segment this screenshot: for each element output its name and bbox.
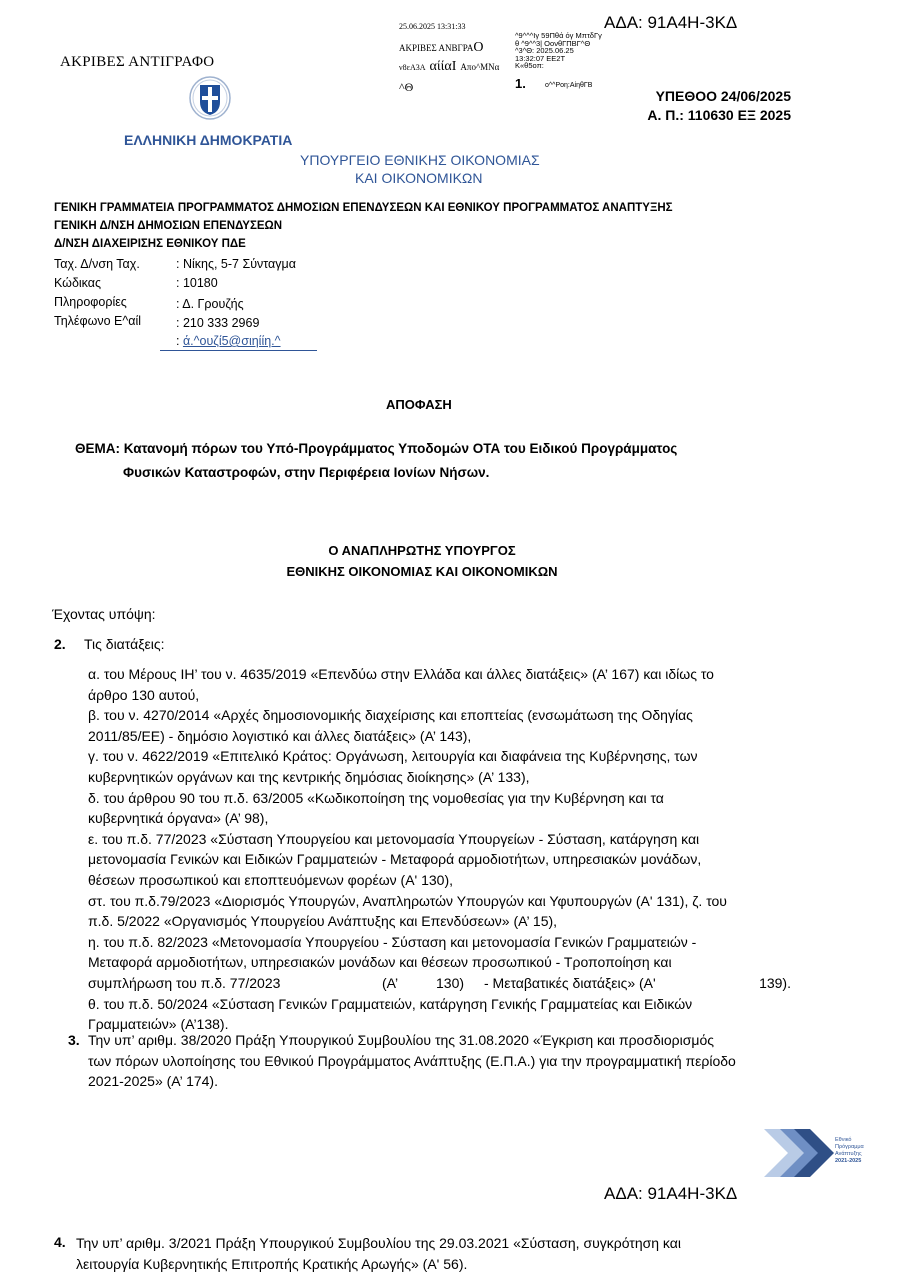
epa-logo-icon bbox=[760, 1124, 835, 1182]
clause-a-line: άρθρο 130 αυτού, bbox=[88, 686, 200, 703]
ministry-heading-line1: ΥΠΟΥΡΓΕΙΟ ΕΘΝΙΚΗΣ ΟΙΚΟΝΟΜΙΑΣ bbox=[300, 152, 540, 168]
clause-h-line: Μεταφορά αρμοδιοτήτων, υπηρεσιακών μονάδων και θέσεων προσωπικού - Τροποποίηση και bbox=[88, 954, 672, 971]
item3-line: των πόρων υλοποίησης του Εθνικού Προγράμματος Ανάπτυξης (Ε.Π.Α.) για την προγραμματική περίοδο bbox=[88, 1052, 736, 1069]
clause-b-line: β. του ν. 4270/2014 «Αρχές δημοσιονομικής διαχείρισης και εποπτείας (ενσωμάτωση της Οδηγίας bbox=[88, 707, 693, 724]
item3-line: 2021-2025» (Α’ 174). bbox=[88, 1073, 218, 1090]
stamp-line2-a: ν8εΑ3Α bbox=[399, 63, 426, 72]
stamp-signature-details bbox=[515, 32, 602, 70]
reference-date: ΥΠΕΘΟΟ 24/06/2025 bbox=[655, 88, 791, 104]
epa-logo-line: Εθνικό bbox=[835, 1137, 852, 1143]
clause-c-line: γ. του ν. 4622/2019 «Επιτελικό Κράτος: Οργάνωση, λειτουργία και διαφάνεια της Κυβέρνησης, των bbox=[88, 748, 698, 765]
stamp-sig-line: ^3^Θ: 2025.06.25 bbox=[515, 46, 574, 55]
ada-bottom: ΑΔΑ: 91Α4Η-3ΚΔ bbox=[604, 1184, 738, 1203]
subject-line1: Κατανομή πόρων του Υπό-Προγράμματος Υποδομών ΟΤΑ του Ειδικού Προγράμματος bbox=[123, 441, 678, 456]
subject bbox=[75, 441, 677, 456]
subject-line2: Φυσικών Καταστροφών, στην Περιφέρεια Ιονίων Νήσων. bbox=[123, 465, 490, 480]
clause-st-line: στ. του π.δ.79/2023 «Διορισμός Υπουργών, Αναπληρωτών Υπουργών και Υφυπουργών (Α' 131), ζ. του bbox=[88, 892, 727, 909]
stamp-line1-b: Ο bbox=[473, 40, 484, 55]
item4-text bbox=[76, 1233, 791, 1274]
clause-a-line: α. του Μέρους ΙΗ’ του ν. 4635/2019 «Επενδύω στην Ελλάδα και άλλες διατάξεις» (Α’ 167) και ιδίως το bbox=[88, 666, 714, 682]
clause-e-line: μετονομασία Γενικών και Ειδικών Γραμματειών - Μεταφορά αρμοδιοτήτων, υπηρεσιακών μονάδων, bbox=[88, 851, 702, 868]
protocol-number: Α. Π.: 110630 ΕΞ 2025 bbox=[647, 107, 791, 123]
clause-c-line: κυβερνητικών οργάνων και της κεντρικής δημόσιας διοίκησης» (Α’ 133), bbox=[88, 768, 530, 785]
item2-text: Τις διατάξεις: bbox=[84, 636, 165, 652]
stamp-line1 bbox=[399, 40, 484, 56]
clause-h-seg: (Α’ bbox=[382, 974, 399, 991]
minister-heading bbox=[0, 540, 844, 582]
contact-phone-value: : 210 333 2969 bbox=[176, 316, 260, 330]
subject-label: ΘΕΜΑ: bbox=[75, 441, 120, 456]
clause-h-line: η. του π.δ. 82/2023 «Μετονομασία Υπουργείου - Σύσταση και μετονομασία Γενικών Γραμματειών - bbox=[88, 933, 697, 950]
clause-h-seg: 139). bbox=[759, 974, 791, 991]
contact-info-label: Πληροφορίες bbox=[54, 295, 127, 309]
clauses-list bbox=[88, 664, 791, 1035]
stamp-sig-line: 13:32:07 ΕΕ2Τ bbox=[515, 53, 566, 63]
coat-of-arms-icon bbox=[188, 75, 232, 121]
epa-logo-line: 2021-2025 bbox=[835, 1158, 862, 1164]
clause-d-line: κυβερνητικά όργανα» (Α’ 98), bbox=[88, 810, 269, 827]
contact-email-link[interactable]: ά.^ουζί5@σιηίίη.^ bbox=[182, 334, 281, 348]
dept-general-secretariat: ΓΕΝΙΚΗ ΓΡΑΜΜΑΤΕΙΑ ΠΡΟΓΡΑΜΜΑΤΟΣ ΔΗΜΟΣΙΩΝ ΕΠΕΝΔΥΣΕΩΝ ΚΑΙ ΕΘΝΙΚΟΥ ΠΡΟΓΡΑΜΜΑΤΟΣ ΑΝΑΠΤΥΞΗΣ bbox=[54, 202, 673, 214]
contact-address-label: Ταχ. Δ/νση Ταχ. bbox=[54, 257, 140, 271]
item3-line: Την υπ’ αριθμ. 38/2020 Πράξη Υπουργικού Συμβουλίου της 31.08.2020 «Έγκριση και προσδιορισμός bbox=[88, 1032, 714, 1048]
item2-number: 2. bbox=[54, 636, 66, 652]
stamp-line3: ^Θ bbox=[399, 80, 414, 94]
clause-b-line: 2011/85/ΕΕ) - δημόσιο λογιστικό και άλλες διατάξεις» (Α’ 143), bbox=[88, 727, 472, 744]
clause-e-line: θέσεων προσωπικού και εποπτευόμενων φορέων (Α' 130), bbox=[88, 871, 454, 888]
contact-phone-label: Τηλέφωνο Ε^αίl bbox=[54, 314, 142, 328]
clause-h-seg: συμπλήρωση του π.δ. 77/2023 bbox=[88, 974, 281, 991]
stamp-sig-line: θ ^9^^3| ΟονθΓΠΒΓ^Θ bbox=[515, 38, 591, 48]
clause-e-line: ε. του π.δ. 77/2023 «Σύσταση Υπουργείου και μετονομασία Υπουργείων - Σύσταση, κατάργηση και bbox=[88, 830, 700, 847]
clause-st-line: π.δ. 5/2022 «Οργανισμός Υπουργείου Ανάπτυξης και Επενδύσεων» (Α’ 15), bbox=[88, 913, 558, 930]
stamp-sig-line: Κ«θ5οπ: bbox=[515, 61, 544, 70]
stamp-number: 1. bbox=[515, 76, 526, 91]
ministry-heading-line2: ΚΑΙ ΟΙΚΟΝΟΜΙΚΩΝ bbox=[355, 170, 483, 186]
minister-title-line1: Ο ΑΝΑΠΛΗΡΩΤΗΣ ΥΠΟΥΡΓΟΣ bbox=[328, 543, 516, 558]
item3-number: 3. bbox=[68, 1032, 80, 1048]
dept-general-directorate: ΓΕΝΙΚΗ Δ/ΝΣΗ ΔΗΜΟΣΙΩΝ ΕΠΕΝΔΥΣΕΩΝ bbox=[54, 220, 283, 232]
contact-email bbox=[176, 334, 281, 348]
clause-d-line: δ. του άρθρου 90 του π.δ. 63/2005 «Κωδικοποίηση της νομοθεσίας για την Κυβέρνηση και τα bbox=[88, 789, 664, 806]
epa-logo-text bbox=[835, 1137, 864, 1165]
epa-logo-line: Πρόγραμμα bbox=[835, 1144, 864, 1150]
stamp-line2-b: αίίαΙ bbox=[429, 59, 457, 74]
item4-line: Την υπ’ αριθμ. 3/2021 Πράξη Υπουργικού Συμβουλίου της 29.03.2021 «Σύσταση, συγκρότηση και bbox=[76, 1235, 681, 1251]
item4-number: 4. bbox=[54, 1234, 66, 1250]
stamp-sig-line: ^9^^^Ιγ 59Πθά όγ ΜπτδΓγ bbox=[515, 31, 602, 40]
minister-title-line2: ΕΘΝΙΚΗΣ ΟΙΚΟΝΟΜΙΑΣ ΚΑΙ ΟΙΚΟΝΟΜΙΚΩΝ bbox=[286, 564, 558, 579]
contact-address-value: : Νίκης, 5-7 Σύνταγμα bbox=[176, 257, 296, 271]
contact-info-value: : Δ. Γρουζής bbox=[176, 297, 244, 311]
item3-text bbox=[88, 1030, 791, 1092]
stamp-sig-small: ο^^Ροη:ΑίηθΓΒ bbox=[545, 82, 593, 89]
stamp-date: 25.06.2025 13:31:33 bbox=[399, 22, 466, 31]
email-underline bbox=[160, 350, 317, 351]
republic-heading: ΕΛΛΗΝΙΚΗ ΔΗΜΟΚΡΑΤΙΑ bbox=[124, 132, 293, 148]
ada-top: ΑΔΑ: 91Α4Η-3ΚΔ bbox=[604, 13, 738, 32]
clause-h-line bbox=[88, 973, 791, 994]
contact-code-label: Κώδικας bbox=[54, 276, 102, 290]
stamp-line1-a: ΑΚΡΙΒΕΣ ΑΝΒΓΡΑ bbox=[399, 43, 474, 53]
dept-directorate: Δ/ΝΣΗ ΔΙΑΧΕΙΡΙΣΗΣ ΕΘΝΙΚΟΥ ΠΔΕ bbox=[54, 238, 246, 250]
contact-code-value: : 10180 bbox=[176, 276, 218, 290]
item4-line: λειτουργία Κυβερνητικής Επιτροπής Κρατικής Αρωγής» (Α' 56). bbox=[76, 1255, 468, 1272]
clause-th-line: Γραμματειών» (Α’138). bbox=[88, 1016, 229, 1033]
decision-title: ΑΠΟΦΑΣΗ bbox=[386, 397, 452, 412]
clause-th-line: θ. του π.δ. 50/2024 «Σύσταση Γενικών Γραμματειών, κατάργηση Γενικής Γραμματείας και Ειδικών bbox=[88, 995, 693, 1012]
clause-h-seg: 130) bbox=[436, 974, 465, 991]
clause-h-seg: - Μεταβατικές διατάξεις» (Α' bbox=[484, 974, 656, 991]
stamp-line2-c: Απο^ΜΝα bbox=[460, 62, 500, 72]
copy-stamp: ΑΚΡΙΒΕΣ ΑΝΤΙΓΡΑΦΟ bbox=[60, 54, 215, 70]
epa-logo-line: Ανάπτυξης bbox=[835, 1151, 862, 1157]
stamp-line2 bbox=[399, 57, 499, 75]
contact-email-prefix: : bbox=[176, 334, 183, 348]
considering-label: Έχοντας υπόψη: bbox=[52, 606, 156, 622]
